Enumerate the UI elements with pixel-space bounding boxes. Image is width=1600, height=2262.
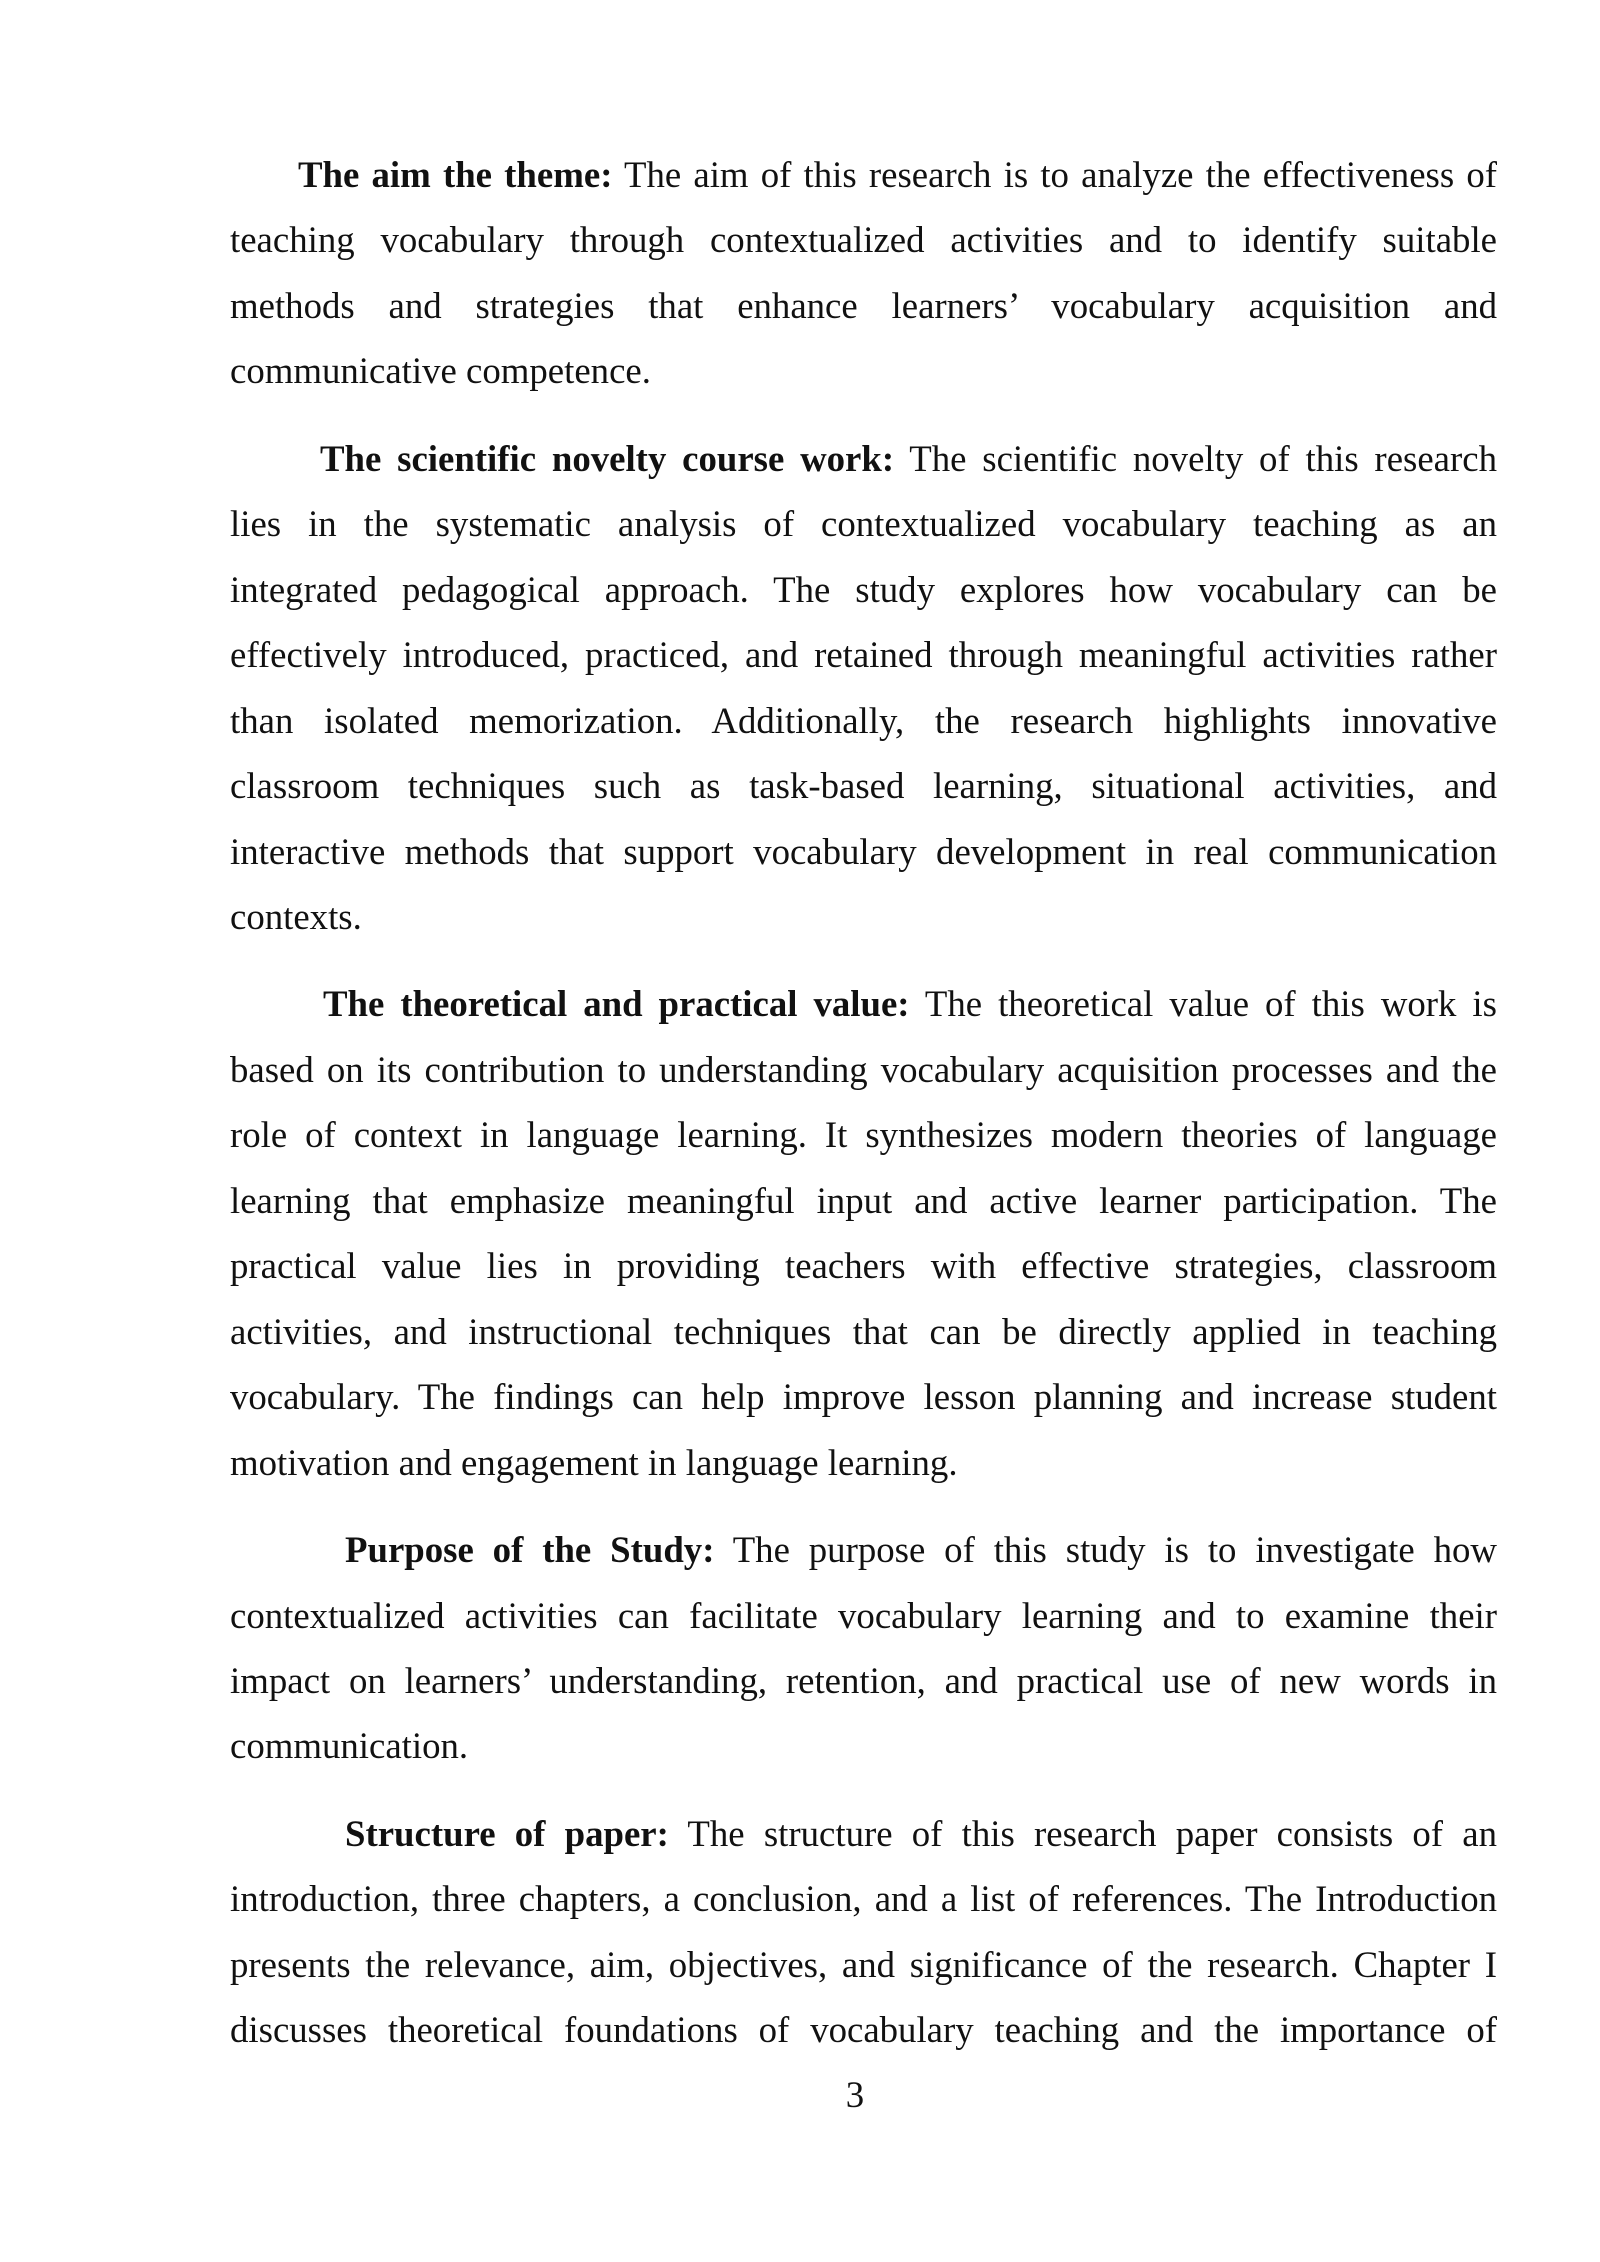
- paragraph-line: motivation and engagement in language learning.: [230, 1441, 958, 1483]
- document-body: [230, 142, 1497, 2085]
- paragraph-line: [230, 971, 1497, 1036]
- paragraph-line: role of context in language learning. It synthesizes modern theories of language: [230, 1114, 1497, 1156]
- paragraph-aim: [230, 142, 1497, 404]
- paragraph-line-text: The scientific novelty of this research: [909, 437, 1497, 479]
- paragraph-scientific-novelty: [230, 426, 1497, 950]
- paragraph-heading: The theoretical and practical value:: [323, 983, 910, 1025]
- paragraph-line: methods and strategies that enhance learners’ vocabulary acquisition and: [230, 284, 1497, 326]
- paragraph-line: impact on learners’ understanding, retention, and practical use of new words in: [230, 1659, 1497, 1701]
- paragraph-line: communication.: [230, 1725, 469, 1767]
- paragraph-line: activities, and instructional techniques that can be directly applied in teaching: [230, 1310, 1497, 1352]
- paragraph-line: introduction, three chapters, a conclusion, and a list of references. The Introduction: [230, 1878, 1497, 1920]
- paragraph-line: contextualized activities can facilitate vocabulary learning and to examine their: [230, 1594, 1497, 1636]
- paragraph-line: [230, 1517, 1497, 1582]
- paragraph-structure: [230, 1801, 1497, 2063]
- paragraph-line-text: The purpose of this study is to investigate how: [732, 1529, 1497, 1571]
- paragraph-purpose: [230, 1517, 1497, 1779]
- paragraph-theoretical-practical-value: [230, 971, 1497, 1495]
- paragraph-line: [230, 426, 1497, 491]
- paragraph-line: effectively introduced, practiced, and retained through meaningful activities rather: [230, 634, 1497, 676]
- paragraph-line: [230, 142, 1497, 207]
- paragraph-line: practical value lies in providing teachers with effective strategies, classroom: [230, 1245, 1497, 1287]
- paragraph-line: based on its contribution to understanding vocabulary acquisition processes and the: [230, 1048, 1497, 1090]
- page-number: 3: [845, 2074, 865, 2115]
- paragraph-line: presents the relevance, aim, objectives, and significance of the research. Chapter I: [230, 1943, 1497, 1985]
- paragraph-heading: Structure of paper:: [345, 1812, 669, 1854]
- paragraph-line: lies in the systematic analysis of contextualized vocabulary teaching as an: [230, 503, 1497, 545]
- paragraph-line: discusses theoretical foundations of vocabulary teaching and the importance of: [230, 2009, 1497, 2051]
- paragraph-heading: The scientific novelty course work:: [320, 437, 895, 479]
- paragraph-line: than isolated memorization. Additionally, the research highlights innovative: [230, 699, 1497, 741]
- paragraph-line: contexts.: [230, 895, 362, 937]
- paragraph-line: [230, 1801, 1497, 1866]
- paragraph-line: interactive methods that support vocabulary development in real communication: [230, 830, 1497, 872]
- paragraph-line: learning that emphasize meaningful input and active learner participation. The: [230, 1179, 1497, 1221]
- paragraph-line: classroom techniques such as task-based learning, situational activities, and: [230, 765, 1497, 807]
- paragraph-line: teaching vocabulary through contextualized activities and to identify suitable: [230, 219, 1497, 261]
- paragraph-line: integrated pedagogical approach. The study explores how vocabulary can be: [230, 568, 1497, 610]
- paragraph-line-text: The aim of this research is to analyze the effectiveness of: [624, 154, 1497, 195]
- paragraph-heading: Purpose of the Study:: [345, 1529, 715, 1571]
- paragraph-line: communicative competence.: [230, 350, 651, 392]
- paragraph-line-text: The theoretical value of this work is: [924, 983, 1497, 1025]
- paragraph-line: vocabulary. The findings can help improve lesson planning and increase student: [230, 1376, 1497, 1418]
- paragraph-line-text: The structure of this research paper consists of an: [687, 1812, 1497, 1854]
- paragraph-heading: The aim the theme:: [298, 154, 613, 195]
